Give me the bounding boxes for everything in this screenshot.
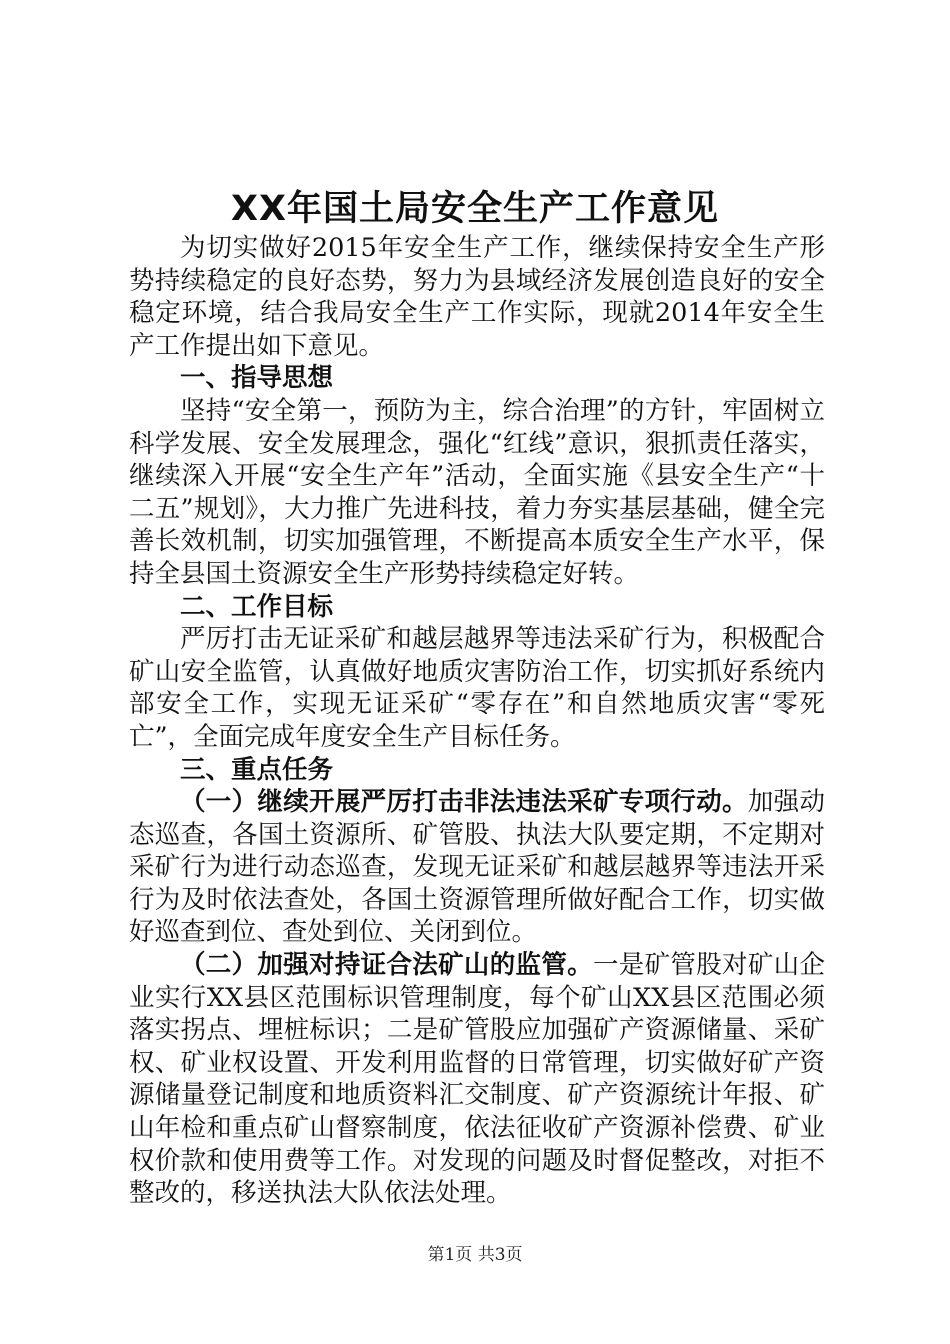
task-text-2: 一是矿管股对矿山企业实行XX县区范围标识管理制度，每个矿山XX县区范围必须落实拐点、埋桩标识；二是矿管股应加强矿产资源储量、采矿权、矿业权设置、开发利用监督的日常管理，切实做好矿产资源储量登记制度和地质资料汇交制度、矿产资源统计年报、矿山年检和重点矿山督察制度，依法征收矿产资源补偿费、矿业权价款和使用费等工作。对发现的问题及时督促整改，对拒不整改的，移送执法大队依法处理。 <box>129 950 825 1209</box>
page-footer: 第1页 共3页 <box>427 1245 523 1265</box>
task-paragraph-1 <box>129 786 825 949</box>
document-body <box>129 232 825 1210</box>
section-paragraph-guiding-ideology: 坚持“安全第一，预防为主，综合治理”的方针，牢固树立科学发展、安全发展理念，强化“红线”意识，狠抓责任落实，继续深入开展“安全生产年”活动，全面实施《县安全生产“十二五”规划》，大力推广先进科技，着力夯实基层基础，健全完善长效机制，切实加强管理，不断提高本质安全生产水平，保持全县国土资源安全生产形势持续稳定好转。 <box>129 395 825 589</box>
task-text-1: 加强动态巡查，各国土资源所、矿管股、执法大队要定期，不定期对采矿行为进行动态巡查，发现无证采矿和越层越界等违法开采行为及时依法查处，各国土资源管理所做好配合工作，切实做好巡查到位、查处到位、关闭到位。 <box>129 787 825 948</box>
section-heading-guiding-ideology: 一、指导思想 <box>180 363 334 394</box>
section-heading-work-goals: 二、工作目标 <box>180 591 334 622</box>
task-paragraph-2 <box>129 949 825 1210</box>
task-lead-2: （二）加强对持证合法矿山的监管。 <box>180 950 593 981</box>
task-lead-1: （一）继续开展严厉打击非法违法采矿专项行动。 <box>180 787 748 818</box>
intro-paragraph: 为切实做好2015年安全生产工作，继续保持安全生产形势持续稳定的良好态势，努力为县域经济发展创造良好的安全稳定环境，结合我局安全生产工作实际，现就2014年安全生产工作提出如下意见。 <box>129 233 825 361</box>
section-heading-key-tasks: 三、重点任务 <box>180 754 334 785</box>
document-title: XX年国土局安全生产工作意见 <box>231 189 719 229</box>
section-paragraph-work-goals: 严厉打击无证采矿和越层越界等违法采矿行为，积极配合矿山安全监管，认真做好地质灾害防治工作，切实抓好系统内部安全工作，实现无证采矿“零存在”和自然地质灾害“零死亡”，全面完成年度安全生产目标任务。 <box>129 624 825 752</box>
